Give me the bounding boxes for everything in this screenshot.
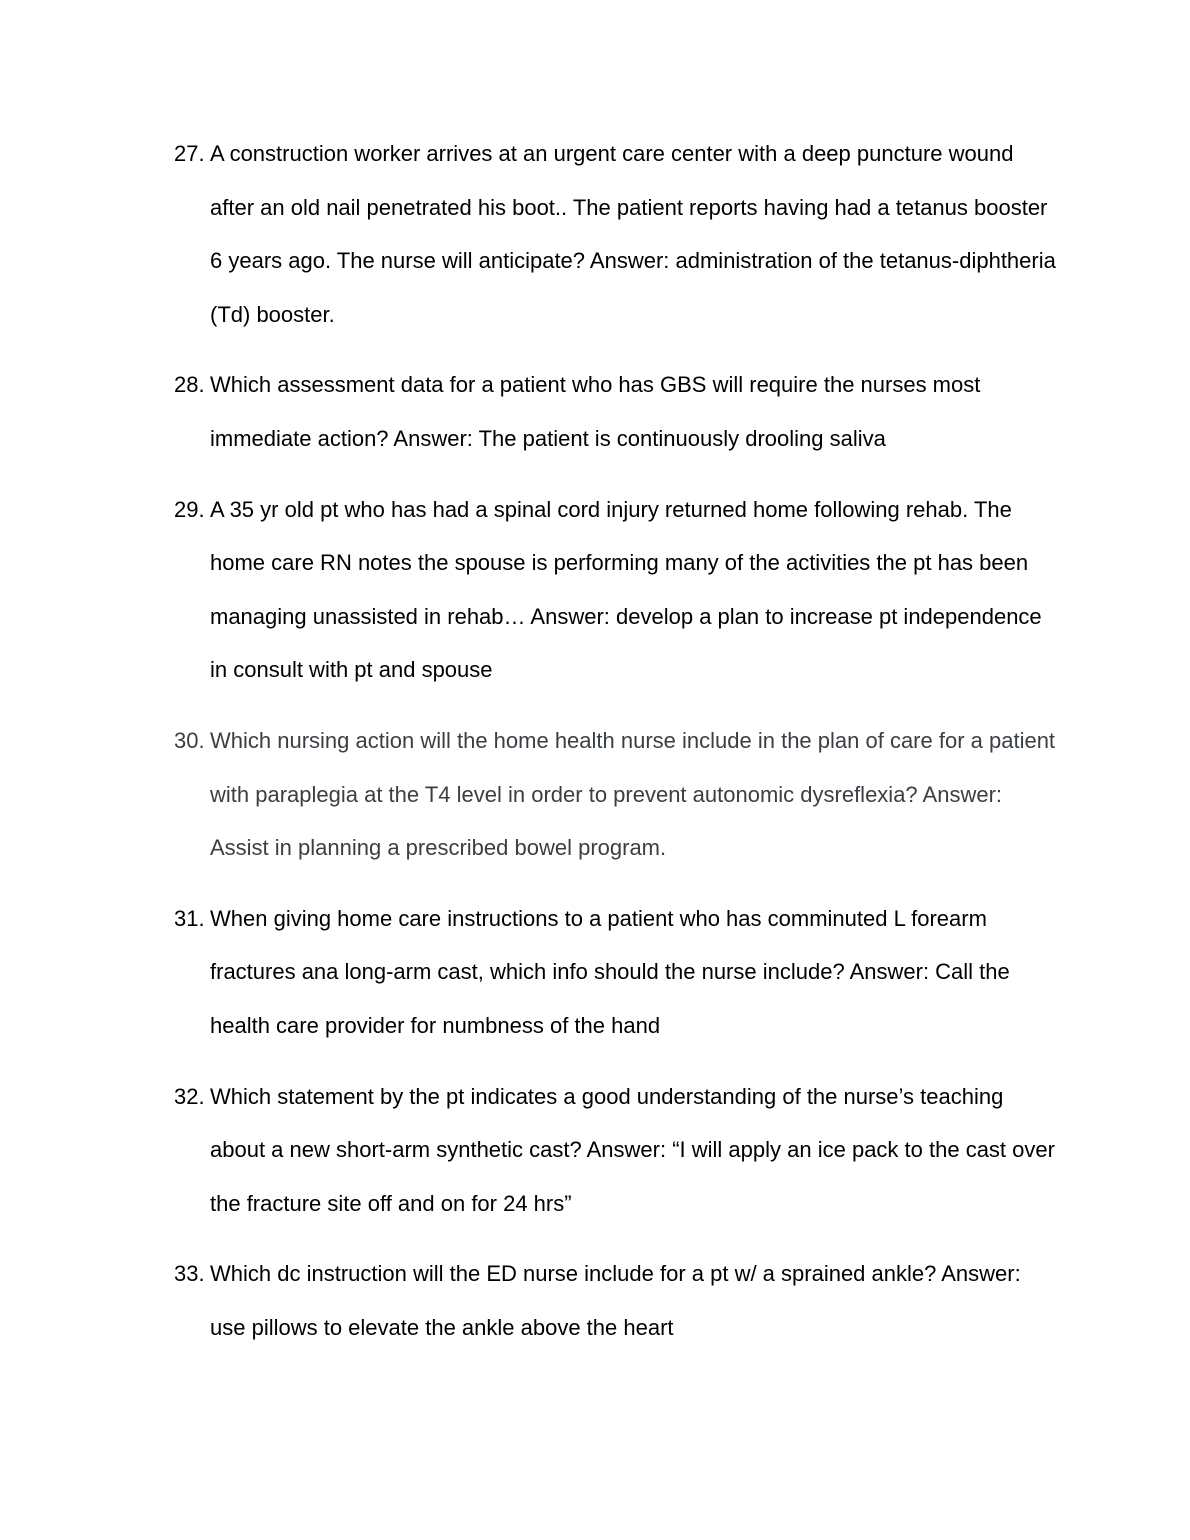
question-text: Which statement by the pt indicates a good understanding of the nurse’s teaching about a new short-arm synthetic cast? Answer: “I will apply an ice pack to the cast over the fracture site off and on for 24 hrs” — [210, 1083, 1055, 1216]
question-number: 31. — [174, 905, 205, 931]
question-item-30 — [170, 714, 1060, 875]
question-item-28 — [170, 358, 1060, 465]
question-list — [170, 127, 1060, 1371]
question-number: 28. — [174, 372, 205, 398]
question-text: Which assessment data for a patient who has GBS will require the nurses most immediate action? Answer: The patient is continuously drooling saliva — [210, 372, 981, 451]
question-number: 32. — [174, 1083, 205, 1109]
question-text: Which dc instruction will the ED nurse include for a pt w/ a sprained ankle? Answer: use pillows to elevate the ankle above the heart — [210, 1261, 1021, 1340]
question-item-31 — [170, 892, 1060, 1053]
question-text: When giving home care instructions to a patient who has comminuted L forearm fractures ana long-arm cast, which info should the nurse include? Answer: Call the health care provider for numbness of the hand — [210, 905, 1010, 1038]
question-text: Which nursing action will the home health nurse include in the plan of care for a patient with paraplegia at the T4 level in order to prevent autonomic dysreflexia? Answer: Assist in planning a prescribed bowel program. — [210, 727, 1056, 861]
question-item-29 — [170, 483, 1060, 697]
question-number: 27. — [174, 141, 205, 166]
question-item-27 — [170, 127, 1060, 341]
question-item-32 — [170, 1070, 1060, 1231]
question-number: 33. — [174, 1261, 205, 1287]
question-number: 29. — [174, 496, 205, 522]
question-item-33 — [170, 1247, 1060, 1354]
question-text: A 35 yr old pt who has had a spinal cord injury returned home following rehab. The home care RN notes the spouse is performing many of the activities the pt has been managing unassisted in rehab… Answer: develop a plan to increase pt independence in consult with pt and spouse — [210, 496, 1042, 683]
question-text: A construction worker arrives at an urgent care center with a deep puncture wound after an old nail penetrated his boot.. The patient reports having had a tetanus booster 6 years ago. The nurse will anticipate? Answer: administration of the tetanus-diphtheria (Td) booster. — [210, 141, 1056, 327]
question-number: 30. — [174, 727, 205, 753]
